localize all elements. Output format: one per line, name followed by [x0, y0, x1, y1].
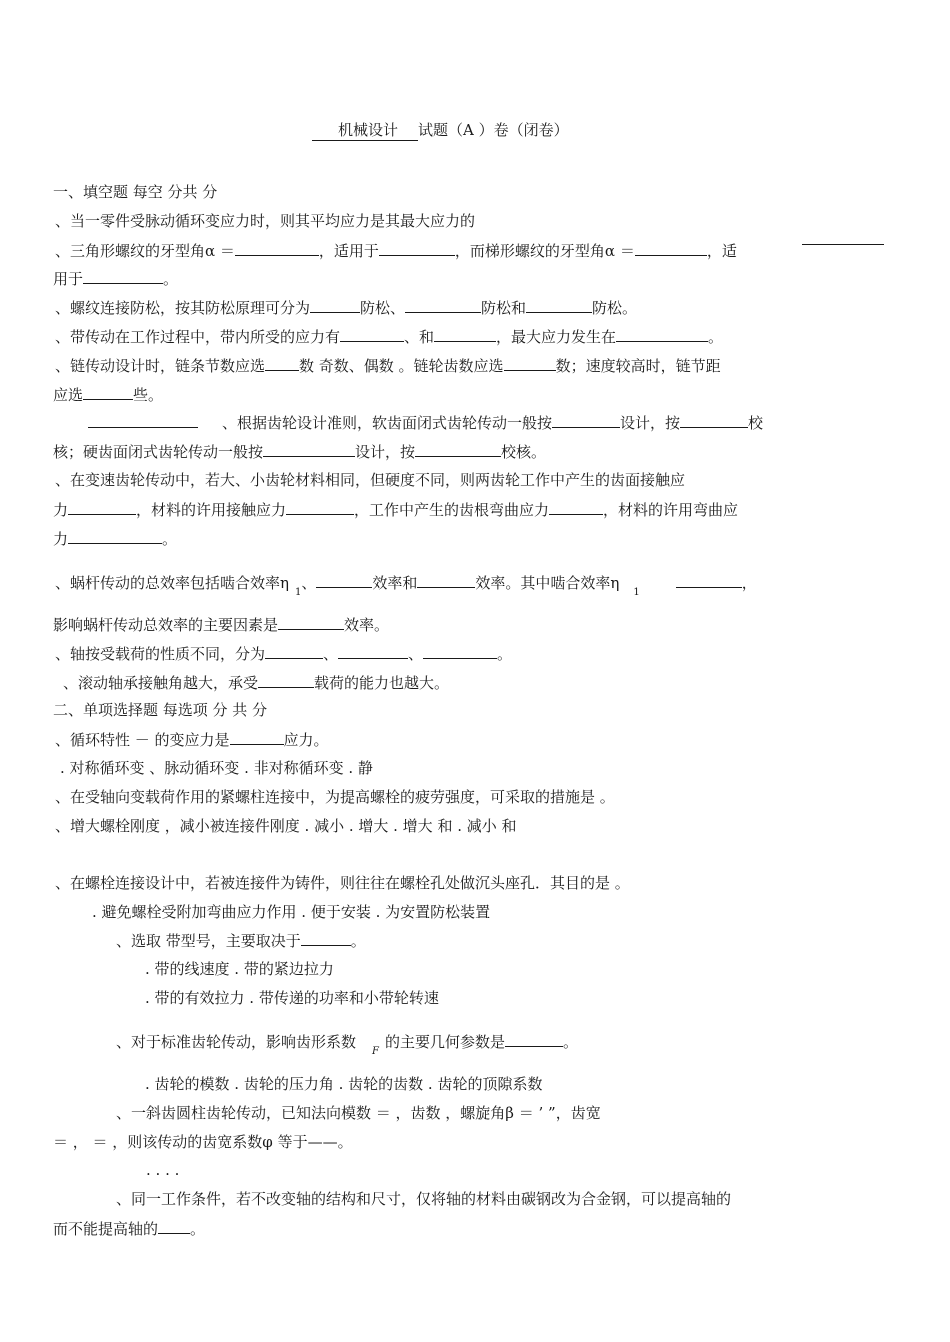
blank: [258, 672, 314, 688]
blank: [635, 240, 707, 256]
blank: [265, 643, 323, 659]
s2-q6-line1: 、一斜齿圆柱齿轮传动，已知法向模数 ＝ ，齿数 ，螺旋角β ＝ ’ ”，齿宽: [116, 1104, 601, 1122]
blank: [68, 528, 162, 544]
blank: [83, 384, 133, 400]
blank: [286, 499, 354, 515]
blank: [417, 572, 475, 588]
s1-q6-line1: 、根据齿轮设计准则，软齿面闭式齿轮传动一般按 设计，按 校: [88, 412, 763, 433]
s2-q7-line1: 、同一工作条件，若不改变轴的结构和尺寸，仅将轴的材料由碳钢改为合金钢，可以提高轴的: [116, 1190, 732, 1208]
s1-q7-line3: 力 。: [53, 530, 178, 548]
s1-q3: 、螺纹连接防松，按其防松原理可分为 防松、 防松和 防松。: [55, 299, 638, 317]
section2-heading: 二、单项选择题 每选项 分 共 分: [53, 701, 268, 719]
s1-q4: 、带传动在工作过程中，带内所受的应力有 、和 ，最大应力发生在 。: [55, 328, 724, 346]
blank: [616, 326, 708, 342]
blank: [301, 930, 351, 946]
s1-q8-line1: 、蜗杆传动的总效率包括啮合效率$\eta_1$、 效率和 效率。其中啮合效率$\eta_1$，: [55, 574, 757, 598]
section1-heading: 一、填空题 每空 分共 分: [53, 183, 218, 201]
blank: [68, 499, 136, 515]
blank: [405, 297, 481, 313]
s1-q2-line2: 用于 。: [53, 270, 179, 288]
blank: [230, 729, 284, 745]
s2-q7-line2: 而不能提高轴的 。: [53, 1220, 206, 1238]
blank: [549, 499, 603, 515]
margin-rule: [802, 244, 884, 245]
exam-title: [312, 120, 569, 140]
s1-q7-line1: 、在变速齿轮传动中，若大、小齿轮材料相同，但硬度不同，则两齿轮工作中产生的齿面接触应: [55, 471, 686, 489]
blank: [316, 572, 372, 588]
s1-q5-line1: 、链传动设计时，链条节数应选 数 奇数、偶数 。链轮齿数应选 数；速度较高时，链节距: [55, 357, 721, 375]
s1-q9: 、轴按受载荷的性质不同，分为 、 、 。: [55, 645, 513, 663]
blank: [423, 643, 497, 659]
blank: [676, 572, 742, 588]
blank: [526, 297, 592, 313]
blank: [235, 240, 319, 256]
s2-q5-stem: 、对于标准齿轮传动，影响齿形系数$_F$的主要几何参数是 。: [116, 1033, 578, 1057]
blank: [680, 412, 748, 428]
blank: [338, 643, 408, 659]
blank: [415, 441, 501, 457]
blank: [504, 355, 556, 371]
s2-q3-options: . 避免螺栓受附加弯曲应力作用 . 便于安装 . 为安置防松装置: [92, 903, 491, 921]
blank: [552, 412, 620, 428]
s1-q7-line2: 力 ，材料的许用接触应力 ，工作中产生的齿根弯曲应力 ，材料的许用弯曲应: [53, 501, 739, 519]
blank: [265, 355, 299, 371]
s1-q8-line2: 影响蜗杆传动总效率的主要因素是 效率。: [53, 616, 390, 634]
s2-q1-stem: 、循环特性 － 的变应力是 应力。: [55, 731, 329, 749]
blank: [379, 240, 455, 256]
s2-q3-stem: 、在螺栓连接设计中，若被连接件为铸件，则往往在螺栓孔处做沉头座孔．其目的是 。: [55, 874, 630, 892]
blank: [158, 1218, 190, 1234]
s2-q4-stem: 、选取 带型号，主要取决于 。: [116, 932, 366, 950]
blank: [340, 326, 404, 342]
blank: [278, 614, 344, 630]
s2-q5-options: . 齿轮的模数 . 齿轮的压力角 . 齿轮的齿数 . 齿轮的顶隙系数: [145, 1075, 543, 1093]
s2-q6-options: . . . .: [146, 1161, 180, 1179]
s2-q4-options-1: . 带的线速度 . 带的紧边拉力: [145, 960, 334, 978]
blank: [83, 268, 163, 284]
s1-q5-line2: 应选 些。: [53, 386, 164, 404]
blank: [505, 1031, 563, 1047]
blank: [310, 297, 360, 313]
blank: [88, 412, 198, 428]
exam-title-rest: 试题（A ）卷（闭卷）: [418, 121, 569, 139]
blank: [434, 326, 496, 342]
s2-q2-options: 、增大螺栓刚度 ，减小被连接件刚度 . 减小 . 增大 . 增大 和 . 减小 和: [55, 817, 517, 835]
s1-q1: 、当一零件受脉动循环变应力时，则其平均应力是其最大应力的: [55, 212, 476, 230]
blank: [263, 441, 355, 457]
s2-q2-stem: 、在受轴向变载荷作用的紧螺柱连接中，为提高螺栓的疲劳强度，可采取的措施是 。: [55, 788, 615, 806]
s1-q2-line1: 、三角形螺纹的牙型角α ＝ ，适用于 ，而梯形螺纹的牙型角α ＝ ，适: [55, 242, 737, 260]
s1-q10: 、滚动轴承接触角越大，承受 载荷的能力也越大。: [63, 674, 450, 692]
s2-q1-options: . 对称循环变 、脉动循环变 . 非对称循环变 . 静: [60, 759, 373, 777]
s2-q4-options-2: . 带的有效拉力 . 带传递的功率和小带轮转速: [145, 989, 439, 1007]
exam-course: 机械设计: [312, 121, 418, 141]
s1-q6-line2: 核；硬齿面闭式齿轮传动一般按 设计，按 校核。: [53, 443, 547, 461]
s2-q6-line2: ＝ ， ＝ ，则该传动的齿宽系数φ 等于——。: [53, 1133, 353, 1151]
